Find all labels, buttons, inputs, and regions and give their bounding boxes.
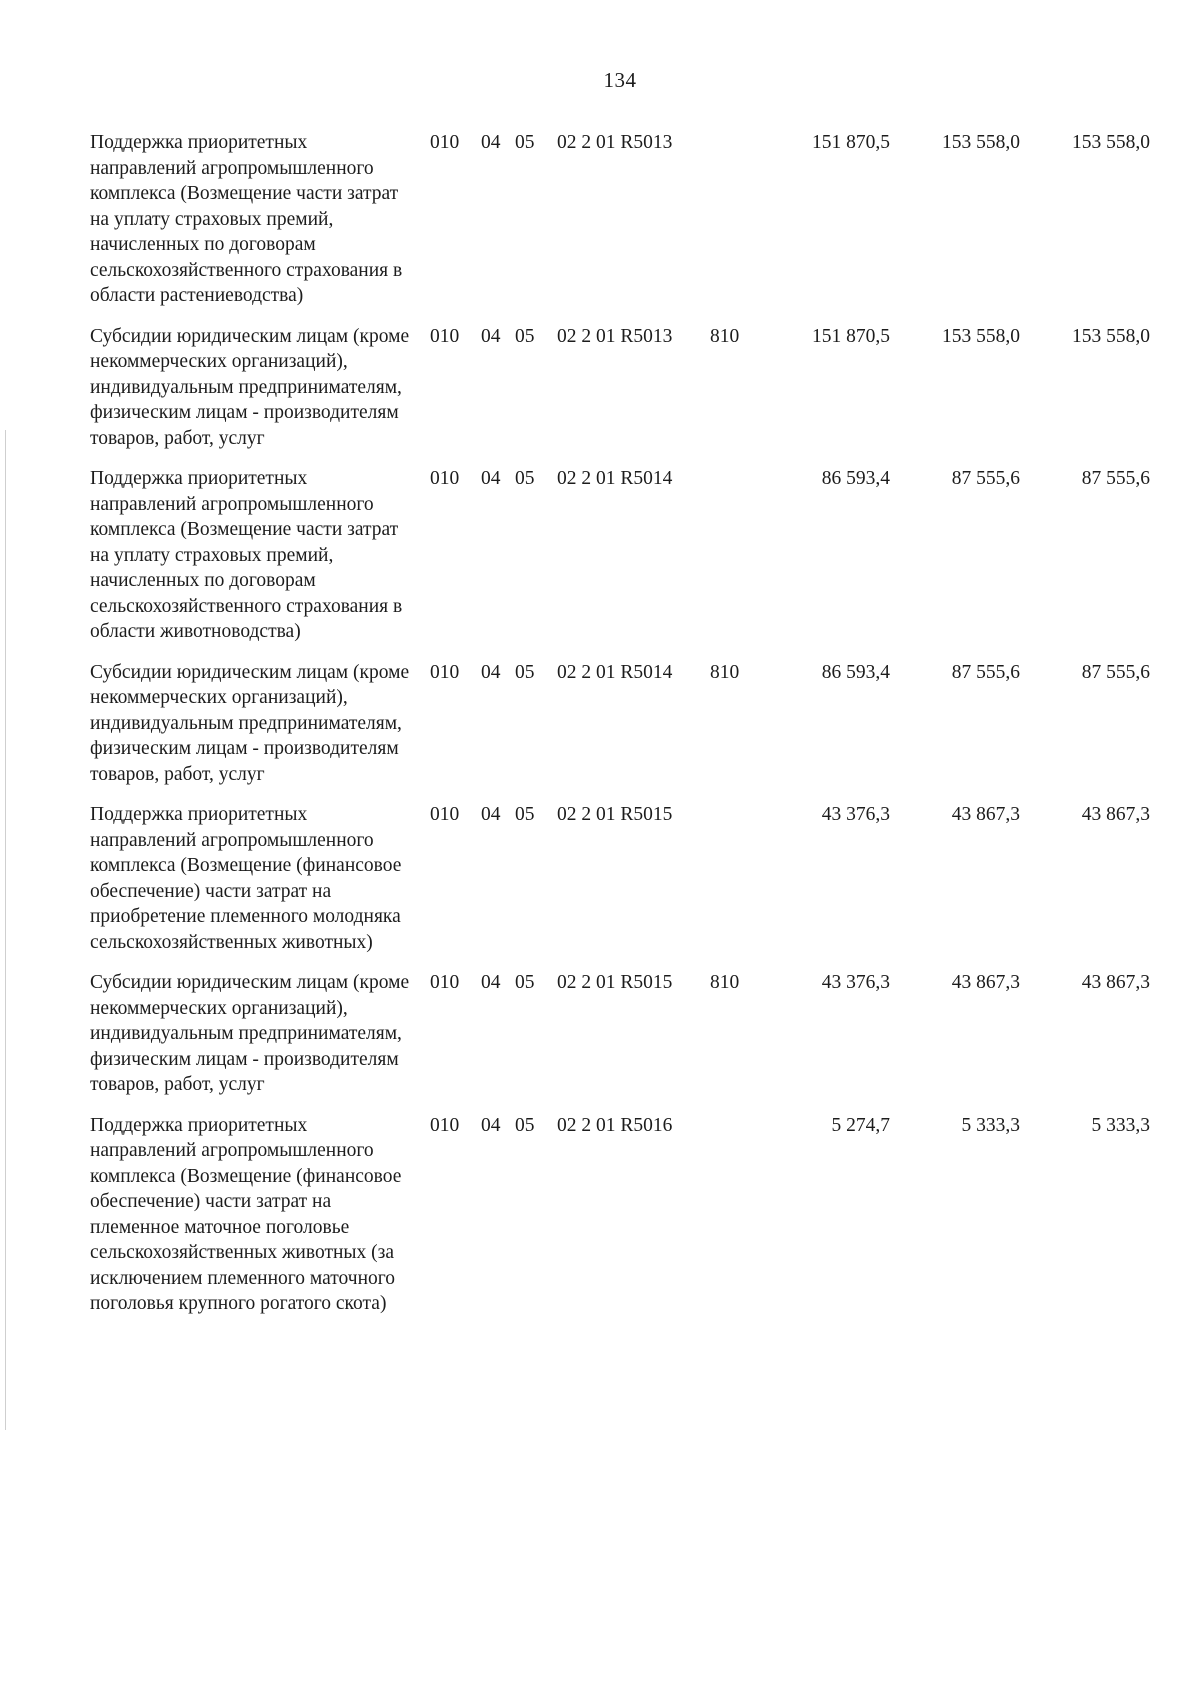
ministry-code: 010 [430,325,460,347]
subsection-code: 05 [515,132,535,153]
amount-year-3: 153 558,0 [1072,325,1150,347]
ministry-code: 010 [430,132,460,153]
amount-year-3: 153 558,0 [1072,132,1150,153]
section-code: 04 [481,972,501,993]
target-article-code: 02 2 01 R5016 [557,1114,673,1136]
ministry-code: 010 [430,468,460,489]
amount-year-1: 5 274,7 [831,1114,890,1136]
amount-year-2: 87 555,6 [951,661,1020,683]
table-row [90,660,1180,788]
row-description: Поддержка приоритетных направлений агропромышленного комплекса (Возмещение части затрат на уплату страховых премий, начисленных по договорам сельскохозяйственного страхования в области растениеводства) [90,132,403,306]
target-article-code: 02 2 01 R5014 [557,661,673,683]
subsection-code: 05 [515,972,535,993]
target-article-code: 02 2 01 R5015 [557,804,673,825]
amount-year-2: 5 333,3 [961,1114,1020,1136]
amount-year-2: 87 555,6 [951,468,1020,489]
section-code: 04 [481,661,501,683]
amount-year-1: 151 870,5 [812,132,890,153]
section-code: 04 [481,325,501,347]
target-article-code: 02 2 01 R5013 [557,325,673,347]
amount-year-3: 43 867,3 [1081,804,1150,825]
amount-year-1: 43 376,3 [821,804,890,825]
amount-year-3: 87 555,6 [1081,468,1150,489]
subsection-code: 05 [515,661,535,683]
amount-year-1: 86 593,4 [821,661,890,683]
ministry-code: 010 [430,804,460,825]
target-article-code: 02 2 01 R5013 [557,132,673,153]
subsection-code: 05 [515,1114,535,1136]
row-description: Субсидии юридическим лицам (кроме некоммерческих организаций), индивидуальным предпринимателям, физическим лицам - производителям товаров, работ, услуг [90,325,410,449]
expense-kind-code: 810 [710,972,740,993]
section-code: 04 [481,1114,501,1136]
amount-year-1: 86 593,4 [821,468,890,489]
row-description: Поддержка приоритетных направлений агропромышленного комплекса (Возмещение части затрат на уплату страховых премий, начисленных по договорам сельскохозяйственного страхования в области животноводства) [90,468,403,642]
amount-year-2: 43 867,3 [951,972,1020,993]
target-article-code: 02 2 01 R5014 [557,468,673,489]
amount-year-3: 87 555,6 [1081,661,1150,683]
subsection-code: 05 [515,468,535,489]
table-row [90,324,1180,452]
amount-year-1: 43 376,3 [821,972,890,993]
section-code: 04 [481,132,501,153]
table-row [90,970,1180,1098]
section-code: 04 [481,468,501,489]
budget-table [90,130,1180,1317]
amount-year-3: 5 333,3 [1091,1114,1150,1136]
subsection-code: 05 [515,325,535,347]
amount-year-2: 153 558,0 [942,325,1020,347]
table-row [90,130,1180,309]
amount-year-3: 43 867,3 [1081,972,1150,993]
row-description: Субсидии юридическим лицам (кроме некоммерческих организаций), индивидуальным предпринимателям, физическим лицам - производителям товаров, работ, услуг [90,661,410,785]
amount-year-2: 43 867,3 [951,804,1020,825]
table-row [90,802,1180,955]
scan-margin-line [5,430,6,1430]
subsection-code: 05 [515,804,535,825]
page-number: 134 [603,68,637,92]
table-row [90,466,1180,645]
row-description: Поддержка приоритетных направлений агропромышленного комплекса (Возмещение (финансовое обеспечение) части затрат на племенное маточное поголовье сельскохозяйственных животных (за исключением племенного маточного поголовья крупного рогатого скота) [90,1114,402,1314]
row-description: Субсидии юридическим лицам (кроме некоммерческих организаций), индивидуальным предпринимателям, физическим лицам - производителям товаров, работ, услуг [90,972,410,1095]
amount-year-2: 153 558,0 [942,132,1020,153]
amount-year-1: 151 870,5 [812,325,890,347]
target-article-code: 02 2 01 R5015 [557,972,673,993]
row-description: Поддержка приоритетных направлений агропромышленного комплекса (Возмещение (финансовое обеспечение) части затрат на приобретение племенного молодняка сельскохозяйственных животных) [90,804,402,953]
section-code: 04 [481,804,501,825]
ministry-code: 010 [430,972,460,993]
ministry-code: 010 [430,1114,460,1136]
ministry-code: 010 [430,661,460,683]
expense-kind-code: 810 [710,325,740,347]
table-row [90,1113,1180,1317]
expense-kind-code: 810 [710,661,740,683]
